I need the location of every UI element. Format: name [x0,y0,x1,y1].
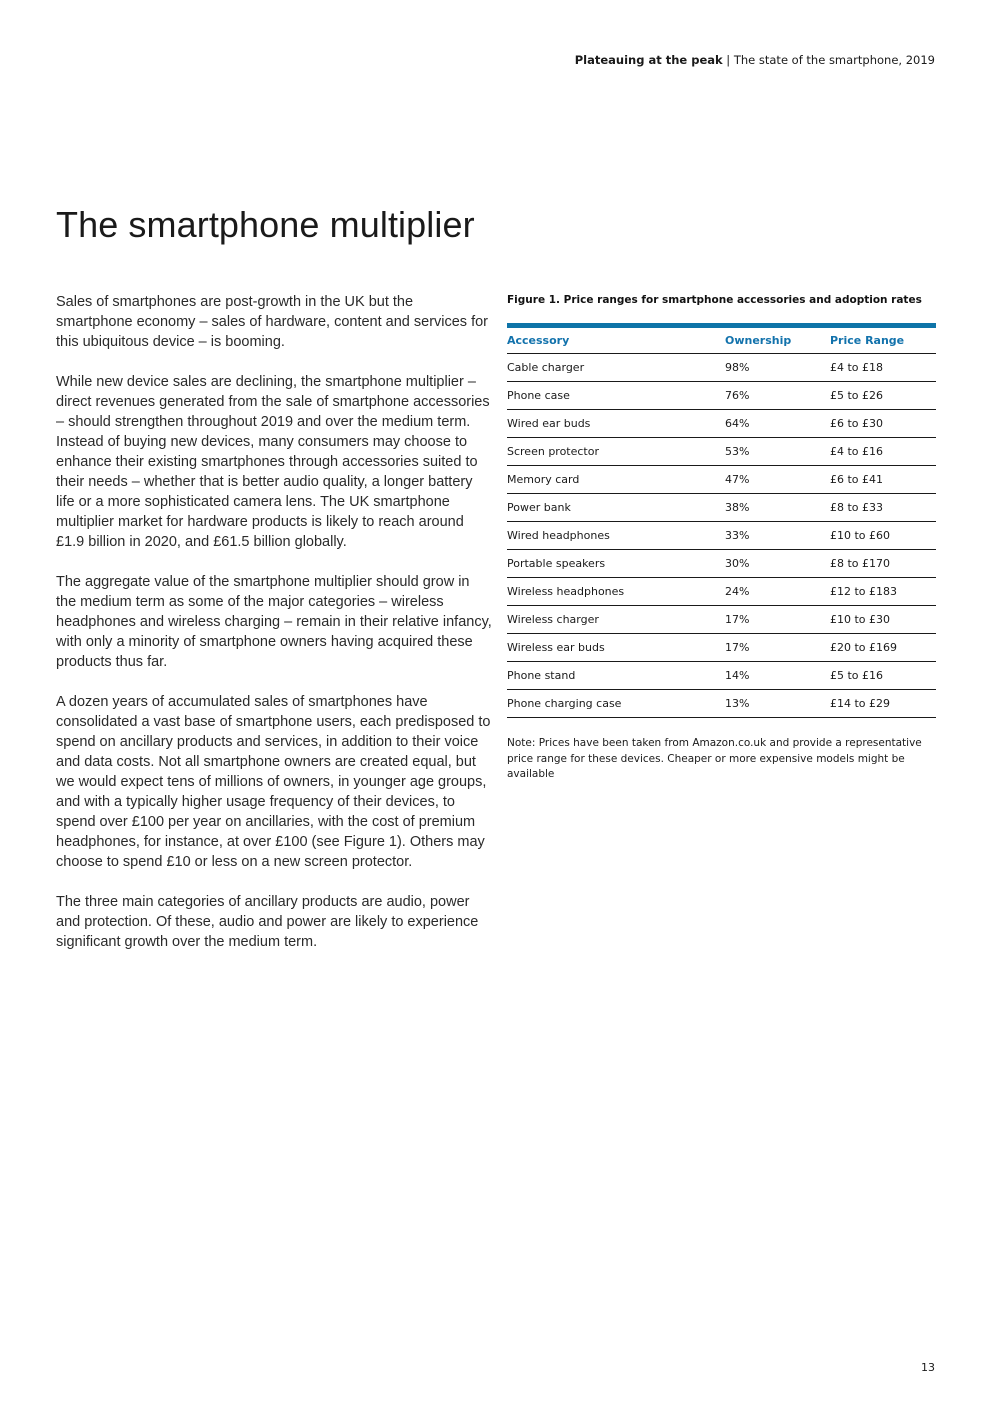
ownership-cell: 24% [725,578,830,606]
accessories-table [507,323,936,718]
ownership-cell: 64% [725,410,830,438]
price-range-cell: £6 to £30 [830,410,936,438]
table-row [507,690,936,718]
running-header-separator: | [722,53,734,67]
accessory-cell: Phone charging case [507,690,725,718]
price-range-cell: £8 to £170 [830,550,936,578]
ownership-cell: 98% [725,354,830,382]
accessory-cell: Screen protector [507,438,725,466]
column-header-accessory: Accessory [507,326,725,354]
figure-caption: Figure 1. Price ranges for smartphone accessories and adoption rates [507,294,922,306]
table-row [507,466,936,494]
body-paragraph: A dozen years of accumulated sales of smartphones have consolidated a vast base of smartphone users, each predisposed to spend on ancillary products and services, in addition to their voice and data costs. Not all smartphone owners are created equal, but we would expect tens of millions of owners, in younger age groups, and with a typically higher usage frequency of their devices, to spend over £100 per year on ancillaries, with the cost of premium headphones, for instance, at over £100 (see Figure 1). Others may choose to spend £10 or less on a new screen protector. [56,694,491,870]
price-range-cell: £5 to £26 [830,382,936,410]
table-row [507,634,936,662]
running-header-section: Plateauing at the peak [574,53,723,67]
accessory-cell: Portable speakers [507,550,725,578]
figure-note: Note: Prices have been taken from Amazon.co.uk and provide a representative price range for these devices. Cheaper or more expensive models might be available [507,737,922,780]
price-range-cell: £6 to £41 [830,466,936,494]
column-header-ownership: Ownership [725,326,830,354]
price-range-cell: £4 to £16 [830,438,936,466]
price-range-cell: £10 to £30 [830,606,936,634]
body-paragraph: While new device sales are declining, the smartphone multiplier – direct revenues generated from the sale of smartphone accessories – should strengthen throughout 2019 and over the medium term. Instead of buying new devices, many consumers may choose to enhance their existing smartphones through accessories suited to their needs – whether that is better audio quality, a longer battery life or a more sophisticated camera lens. The UK smartphone multiplier market for hardware products is likely to reach around £1.9 billion in 2020, and £61.5 billion globally. [56,374,490,550]
accessory-cell: Wired ear buds [507,410,725,438]
running-header-report-title: The state of the smartphone, 2019 [733,53,935,67]
accessory-cell: Phone stand [507,662,725,690]
price-range-cell: £10 to £60 [830,522,936,550]
page-title: The smartphone multiplier [56,204,475,245]
table-row [507,550,936,578]
accessory-cell: Wireless headphones [507,578,725,606]
table-row [507,438,936,466]
price-range-cell: £14 to £29 [830,690,936,718]
ownership-cell: 33% [725,522,830,550]
price-range-cell: £8 to £33 [830,494,936,522]
page-number: 13 [921,1361,935,1374]
accessory-cell: Memory card [507,466,725,494]
accessory-cell: Wireless ear buds [507,634,725,662]
column-header-price-range: Price Range [830,326,936,354]
table-row [507,382,936,410]
table-row [507,354,936,382]
body-paragraph: The three main categories of ancillary products are audio, power and protection. Of these, audio and power are likely to experience significant growth over the medium term. [56,894,479,950]
ownership-cell: 17% [725,634,830,662]
table-row [507,410,936,438]
price-range-cell: £12 to £183 [830,578,936,606]
accessory-cell: Power bank [507,494,725,522]
table-row [507,606,936,634]
ownership-cell: 30% [725,550,830,578]
ownership-cell: 14% [725,662,830,690]
ownership-cell: 76% [725,382,830,410]
accessory-cell: Wired headphones [507,522,725,550]
accessory-cell: Phone case [507,382,725,410]
ownership-cell: 17% [725,606,830,634]
table-row [507,578,936,606]
running-header [575,53,935,67]
body-text [56,292,492,972]
ownership-cell: 47% [725,466,830,494]
accessory-cell: Wireless charger [507,606,725,634]
figure-1 [507,294,936,783]
price-range-cell: £4 to £18 [830,354,936,382]
body-paragraph: Sales of smartphones are post-growth in the UK but the smartphone economy – sales of hardware, content and services for this ubiquitous device – is booming. [56,294,489,350]
price-range-cell: £20 to £169 [830,634,936,662]
table-row [507,494,936,522]
ownership-cell: 53% [725,438,830,466]
table-row [507,662,936,690]
body-paragraph: The aggregate value of the smartphone multiplier should grow in the medium term as some of the major categories – wireless headphones and wireless charging – remain in their relative infancy, with only a minority of smartphone owners having acquired these products thus far. [56,574,492,670]
ownership-cell: 13% [725,690,830,718]
table-header-row [507,326,936,354]
ownership-cell: 38% [725,494,830,522]
table-row [507,522,936,550]
price-range-cell: £5 to £16 [830,662,936,690]
accessory-cell: Cable charger [507,354,725,382]
